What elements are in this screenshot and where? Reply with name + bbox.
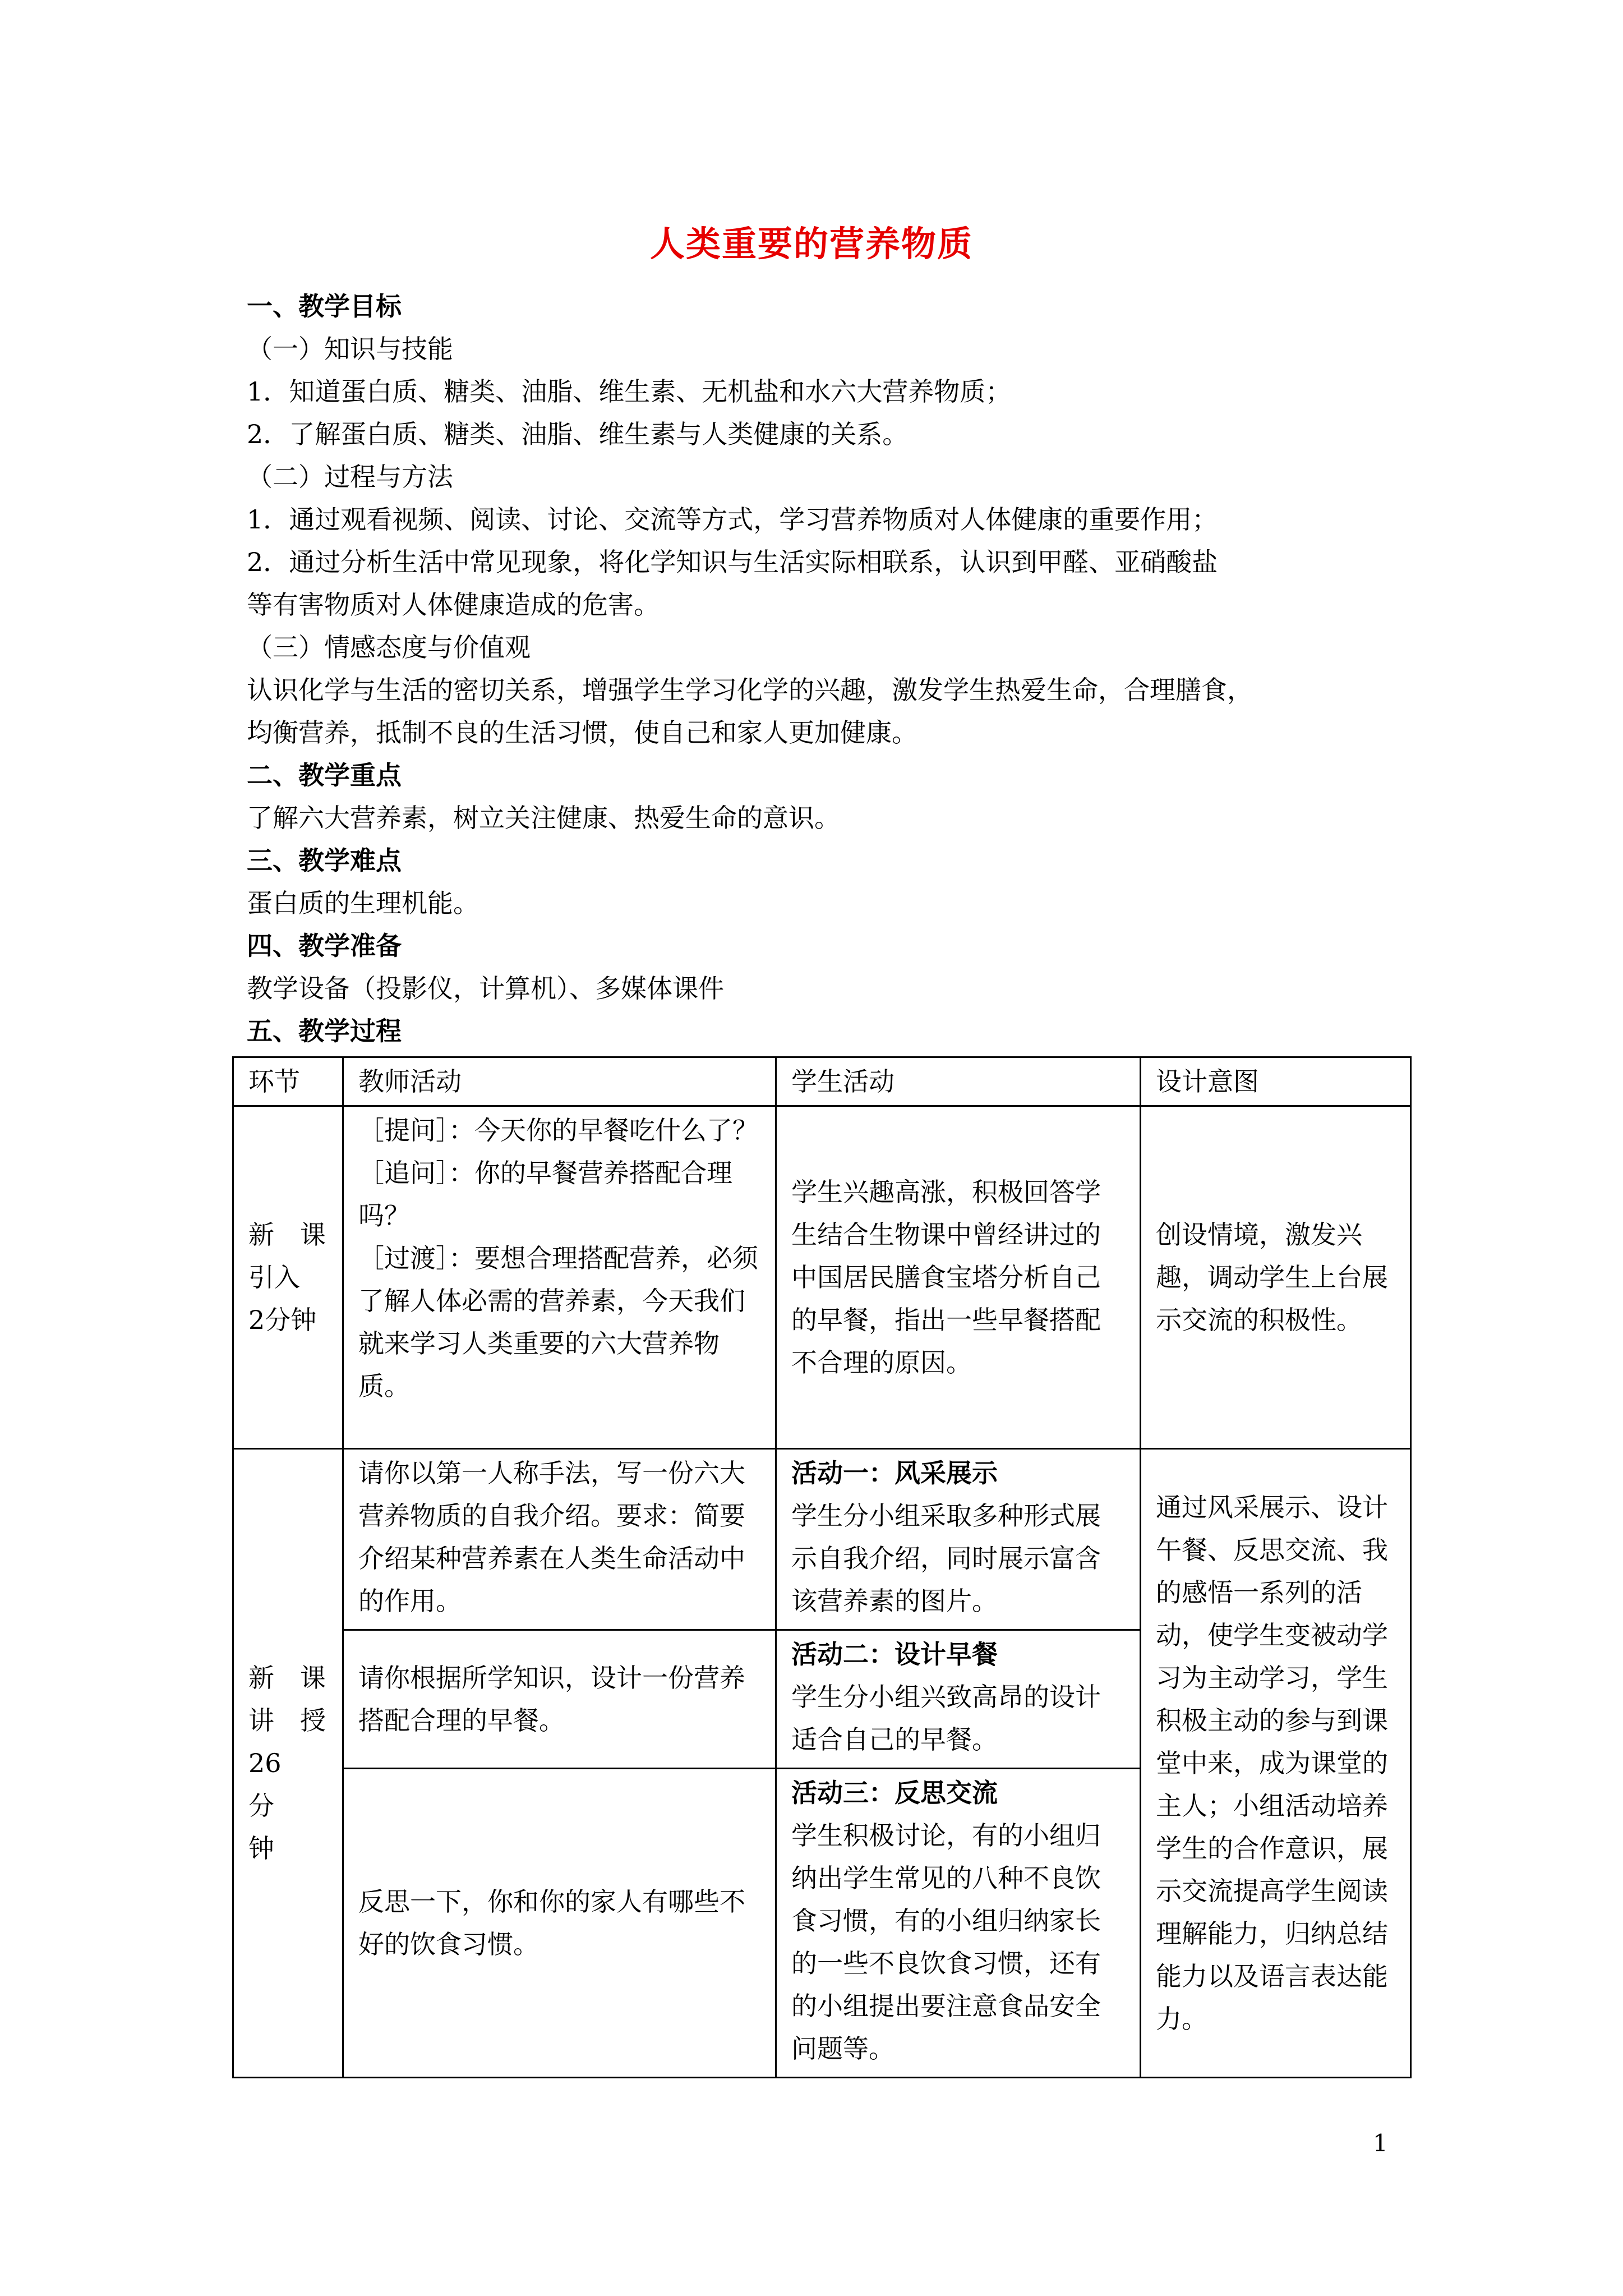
- goal-p1: 1．通过观看视频、阅读、讨论、交流等方式，学习营养物质对人体健康的重要作用；: [247, 504, 1218, 535]
- teacher-activity-3: 反思一下，你和你的家人有哪些不好的饮食习惯。: [343, 1769, 776, 2078]
- stage-lesson-line3: 26 分: [248, 1748, 307, 1821]
- document-title: 人类重要的营养物质: [649, 223, 973, 264]
- activity-title-2: 活动二：设计早餐: [791, 1639, 998, 1669]
- stage-lesson: [233, 1449, 343, 2078]
- design-intent-intro: 创设情境，激发兴趣，调动学生上台展示交流的积极性。: [1141, 1106, 1411, 1449]
- student-activity-intro: 学生兴趣高涨，积极回答学生结合生物课中曾经讲过的中国居民膳食宝塔分析自己的早餐，指出一些早餐搭配不合理的原因。: [776, 1106, 1141, 1449]
- stage-intro-line3: 2分钟: [248, 1305, 317, 1335]
- teacher-activity-intro: ［提问］：今天你的早餐吃什么了？ ［追问］：你的早餐营养搭配合理吗？ ［过渡］：要想合理搭配营养，必须了解人体必需的营养素，今天我们就来学习人类重要的六大营养物质。: [343, 1106, 776, 1449]
- goal-p2-line1: 2．通过分析生活中常见现象，将化学知识与生活实际相联系，认识到甲醛、亚硝酸盐: [247, 547, 1218, 577]
- section-heading-goals: 一、教学目标: [247, 291, 402, 321]
- activity-text-3: 学生积极讨论，有的小组归纳出学生常见的八种不良饮食习惯，有的小组归纳家长的一些不良饮食习惯，还有的小组提出要注意食品安全问题等。: [791, 1820, 1101, 2064]
- stage-intro-line1: 新 课: [248, 1220, 326, 1250]
- goal-k2: 2．了解蛋白质、糖类、油脂、维生素与人类健康的关系。: [247, 419, 909, 449]
- teaching-process-table: [232, 1056, 1412, 2078]
- activity-text-2: 学生分小组兴致高昂的设计适合自己的早餐。: [791, 1682, 1101, 1755]
- subheading-knowledge: （一）知识与技能: [247, 334, 453, 364]
- header-stage: 环节: [233, 1057, 343, 1106]
- student-activity-2: [776, 1630, 1141, 1769]
- activity-text-1: 学生分小组采取多种形式展示自我介绍，同时展示富含该营养素的图片。: [791, 1501, 1101, 1616]
- section-heading-prep: 四、教学准备: [247, 931, 402, 961]
- teacher-activity-2: 请你根据所学知识，设计一份营养搭配合理的早餐。: [343, 1630, 776, 1769]
- section-heading-process: 五、教学过程: [247, 1016, 402, 1046]
- header-student: 学生活动: [776, 1057, 1141, 1106]
- stage-intro-line2: 引入: [248, 1262, 300, 1292]
- student-activity-1: [776, 1449, 1141, 1630]
- goal-e1-line1: 认识化学与生活的密切关系，增强学生学习化学的兴趣，激发学生热爱生命，合理膳食，: [247, 675, 1253, 705]
- header-teacher: 教师活动: [343, 1057, 776, 1106]
- goal-k1: 1．知道蛋白质、糖类、油脂、维生素、无机盐和水六大营养物质；: [247, 376, 1012, 407]
- goal-e1-line2: 均衡营养，抵制不良的生活习惯，使自己和家人更加健康。: [247, 717, 917, 748]
- teacher-activity-1: 请你以第一人称手法，写一份六大营养物质的自我介绍。要求：简要介绍某种营养素在人类生命活动中的作用。: [343, 1449, 776, 1630]
- focus-text: 了解六大营养素，树立关注健康、热爱生命的意识。: [247, 803, 840, 833]
- stage-lesson-line1: 新 课: [248, 1663, 326, 1693]
- document-body: [247, 285, 1413, 1052]
- table-header-row: [233, 1057, 1411, 1106]
- activity-title-3: 活动三：反思交流: [791, 1778, 998, 1808]
- stage-lesson-line4: 钟: [248, 1833, 274, 1864]
- goal-p2-line2: 等有害物质对人体健康造成的危害。: [247, 590, 660, 620]
- subheading-emotion: （三）情感态度与价值观: [247, 632, 531, 662]
- student-activity-3: [776, 1769, 1141, 2078]
- prep-text: 教学设备（投影仪，计算机）、多媒体课件: [247, 973, 724, 1004]
- table-row-activity-1: [233, 1449, 1411, 1630]
- page-number: 1: [1373, 2129, 1388, 2157]
- activity-title-1: 活动一：风采展示: [791, 1458, 998, 1488]
- section-heading-focus: 二、教学重点: [247, 760, 402, 790]
- stage-lesson-line2: 讲 授: [248, 1705, 326, 1736]
- subheading-process: （二）过程与方法: [247, 462, 453, 492]
- difficulty-text: 蛋白质的生理机能。: [247, 888, 479, 918]
- stage-intro: [233, 1106, 343, 1449]
- header-intent: 设计意图: [1141, 1057, 1411, 1106]
- section-heading-difficulty: 三、教学难点: [247, 845, 402, 876]
- table-row-intro: [233, 1106, 1411, 1449]
- design-intent-lesson: 通过风采展示、设计午餐、反思交流、我的感悟一系列的活动，使学生变被动学习为主动学习，学生积极主动的参与到课堂中来，成为课堂的主人；小组活动培养学生的合作意识，展示交流提高学生阅读理解能力，归纳总结能力以及语言表达能力。: [1141, 1449, 1411, 2078]
